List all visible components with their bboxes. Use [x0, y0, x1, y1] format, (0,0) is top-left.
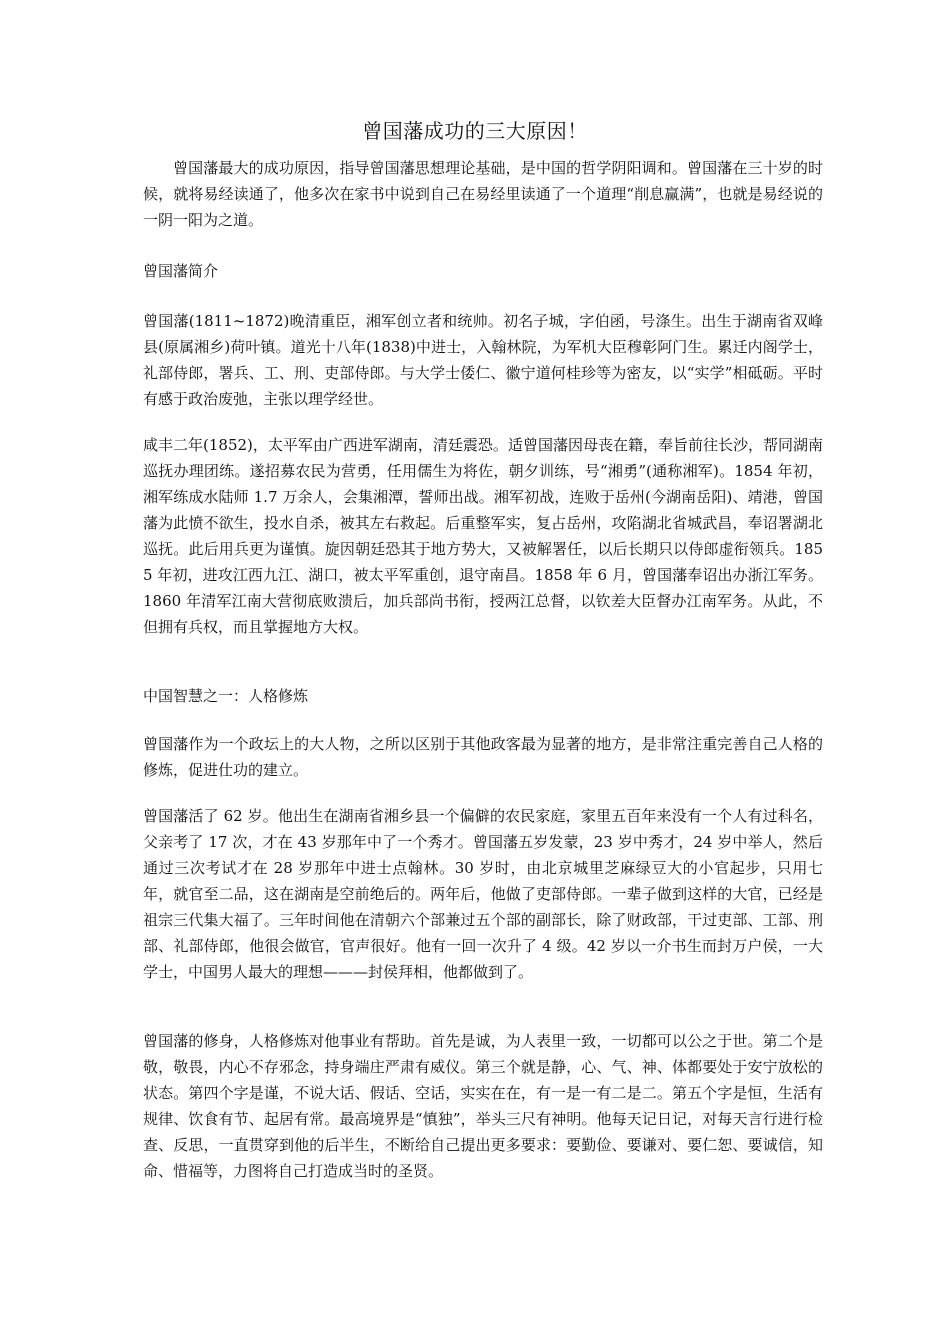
bio-paragraph-1: 曾国藩(1811~1872)晚清重臣，湘军创立者和统帅。初名子城，字伯函，号涤生。出生于湖南省双峰县(原属湘乡)荷叶镇。道光十八年(1838)中进士，入翰林院，为军机大臣穆彰阿门生。累迁内阁学士，礼部侍郎，署兵、工、刑、吏部侍郎。与大学士倭仁、徽宁道何桂珍等为密友，以“实学”相砥砺。平时有感于政治废弛，主张以理学经世。 — [143, 312, 823, 408]
document-title: 曾国藩成功的三大原因！ — [362, 119, 588, 143]
section-heading-bio: 曾国藩简介 — [143, 262, 219, 280]
bio-paragraph-2: 咸丰二年(1852)，太平军由广西进军湖南，清廷震恐。适曾国藩因母丧在籍，奉旨前往长沙，帮同湖南巡抚办理团练。遂招募农民为营勇，任用儒生为将佐，朝夕训练，号“湘勇”(通称湘军)。1854 年初，湘军练成水陆师 1.7 万余人，会集湘潭，誓师出战。湘军初战，连败于岳州(今湖南岳阳)、靖港，曾国藩为此愤不欲生，投水自杀，被其左右救起。后重整军实，复占岳州，攻陷湖北省城武昌，奉诏署湖北巡抚。此后用兵更为谨慎。旋因朝廷恐其于地方势大，又被解署任，以后长期只以侍郎虚衔领兵。1855 年初，进攻江西九江、湖口，被太平军重创，退守南昌。1858 年 6 月，曾国藩奉诏出办浙江军务。1860 年清军江南大营彻底败溃后，加兵部尚书衔，授两江总督，以钦差大臣督办江南军务。从此，不但拥有兵权，而且掌握地方大权。 — [143, 436, 823, 636]
wisdom-paragraph-2: 曾国藩活了 62 岁。他出生在湖南省湘乡县一个偏僻的农民家庭，家里五百年来没有一个人有过科名，父亲考了 17 次，才在 43 岁那年中了一个秀才。曾国藩五岁发蒙，23 岁中秀才，24 岁中举人，然后通过三次考试才在 28 岁那年中进士点翰林。30 岁时，由北京城里芝麻绿豆大的小官起步，只用七年，就官至二品，这在湖南是空前绝后的。两年后，他做了吏部侍郎。一辈子做到这样的大官，已经是祖宗三代集大福了。三年时间他在清朝六个部兼过五个部的副部长，除了财政部，干过吏部、工部、刑部、礼部侍郎，他很会做官，官声很好。他有一回一次升了 4 级。42 岁以一介书生而封万户侯，一大学士，中国男人最大的理想———封侯拜相，他都做到了。 — [143, 807, 823, 981]
wisdom-paragraph-1: 曾国藩作为一个政坛上的大人物，之所以区别于其他政客最为显著的地方，是非常注重完善自己人格的修炼，促进仕功的建立。 — [143, 735, 823, 779]
wisdom-paragraph-3: 曾国藩的修身，人格修炼对他事业有帮助。首先是诚，为人表里一致，一切都可以公之于世。第二个是敬，敬畏，内心不存邪念，持身端庄严肃有威仪。第三个就是静，心、气、神、体都要处于安宁放松的状态。第四个字是谨，不说大话、假话、空话，实实在在，有一是一有二是二。第五个字是恒，生活有规律、饮食有节、起居有常。最高境界是“慎独”，举头三尺有神明。他每天记日记，对每天言行进行检查、反思，一直贯穿到他的后半生，不断给自己提出更多要求：要勤俭、要谦对、要仁恕、要诚信，知命、惜福等，力图将自己打造成当时的圣贤。 — [143, 1032, 823, 1180]
section-heading-wisdom-1: 中国智慧之一：人格修炼 — [143, 687, 309, 705]
intro-paragraph: 曾国藩最大的成功原因，指导曾国藩思想理论基础，是中国的哲学阴阳调和。曾国藩在三十岁的时候，就将易经读通了，他多次在家书中说到自己在易经里读通了一个道理“削息赢满”，也就是易经说的一阴一阳为之道。 — [143, 159, 823, 229]
